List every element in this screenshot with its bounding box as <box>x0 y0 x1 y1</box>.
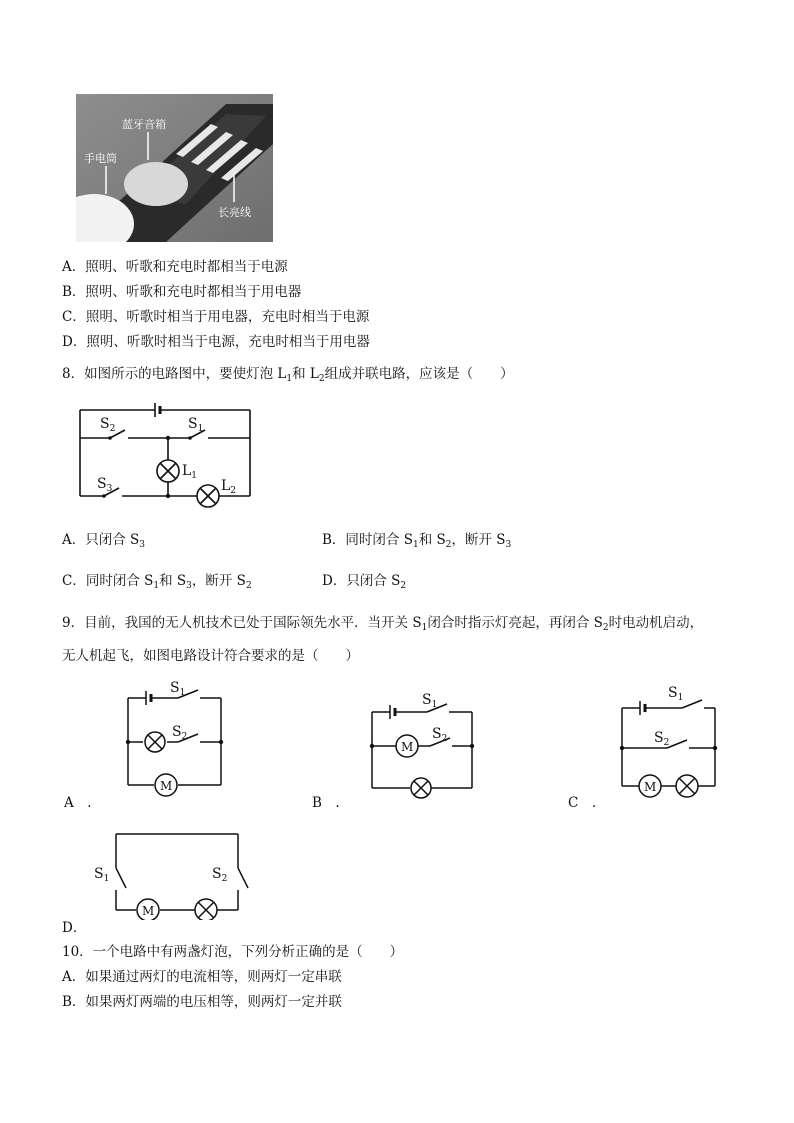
q8-option-b: B．同时闭合 $S_1$和 $S_2$，断开 $S_3$ <box>322 532 512 550</box>
q9-circuit-d <box>92 828 252 920</box>
q9-stem-line2: 无人机起飞，如图电路设计符合要求的是（ ） <box>62 648 359 664</box>
svg-text:S3: $S_3$ <box>97 476 113 494</box>
q8-option-c: C．同时闭合 $S_1$和 $S_3$，断开 $S_2$ <box>62 573 252 591</box>
bluetooth-speaker-photo <box>76 94 273 242</box>
svg-text:S1: $S_1$ <box>170 680 186 698</box>
svg-text:S2: $S_2$ <box>100 416 116 434</box>
q10-option-a: A．如果通过两灯的电流相等，则两灯一定串联 <box>62 969 342 985</box>
q9-circuit-c <box>612 680 727 800</box>
q9-circuit-a <box>118 680 233 800</box>
svg-text:L2: $L_2$ <box>221 478 237 496</box>
q10-option-b: B．如果两灯两端的电压相等，则两灯一定并联 <box>62 994 342 1010</box>
svg-text:S1: $S_1$ <box>422 692 438 710</box>
q10-stem: 10．一个电路中有两盏灯泡，下列分析正确的是（ ） <box>62 944 404 960</box>
q8-option-d: D．只闭合 $S_2$ <box>322 573 407 591</box>
svg-text:S2: $S_2$ <box>212 866 228 884</box>
q9-label-d: D． <box>62 920 87 936</box>
svg-text:M: M <box>160 779 173 793</box>
svg-text:L1: $L_1$ <box>182 463 198 481</box>
q7-option-a: A．照明、听歌和充电时都相当于电源 <box>62 259 288 275</box>
q9-circuit-b <box>362 686 482 806</box>
q7-option-b: B．照明、听歌和充电时都相当于用电器 <box>62 284 302 300</box>
svg-text:S1: $S_1$ <box>94 866 110 884</box>
q9-label-b: B . <box>312 795 340 811</box>
q9-stem-line1: 9．目前，我国的无人机技术已处于国际领先水平．当开关 $S_1$闭合时指示灯亮起，再闭合 $S_2$时电动机启动， <box>62 615 704 633</box>
svg-text:S1: $S_1$ <box>188 416 204 434</box>
svg-text:M: M <box>644 780 657 794</box>
q8-circuit-diagram <box>70 398 260 516</box>
q9-label-a: A . <box>64 795 92 811</box>
photo-label-flashlight: 手电筒 <box>84 152 117 165</box>
photo-label-bulb: 长亮线 <box>218 206 251 219</box>
q7-option-c: C．照明、听歌时相当于用电器，充电时相当于电源 <box>62 309 370 325</box>
q9-label-c: C . <box>568 795 597 811</box>
q8-option-a: A．只闭合 $S_3$ <box>62 532 146 550</box>
svg-text:S2: $S_2$ <box>654 730 670 748</box>
lamp-l1-icon <box>157 460 179 482</box>
svg-text:S1: $S_1$ <box>668 685 684 703</box>
q8-stem: 8．如图所示的电路图中，要使灯泡 $L_1$和 $L_2$组成并联电路，应该是（ ） <box>62 366 514 384</box>
photo-label-speaker: 蓝牙音箱 <box>122 118 166 131</box>
q7-option-d: D．照明、听歌时相当于电源，充电时相当于用电器 <box>62 334 370 350</box>
svg-text:S2: $S_2$ <box>432 726 448 744</box>
svg-text:M: M <box>142 904 155 918</box>
svg-text:M: M <box>401 740 414 754</box>
svg-text:S2: $S_2$ <box>172 724 188 742</box>
lamp-l2-icon <box>197 485 219 507</box>
